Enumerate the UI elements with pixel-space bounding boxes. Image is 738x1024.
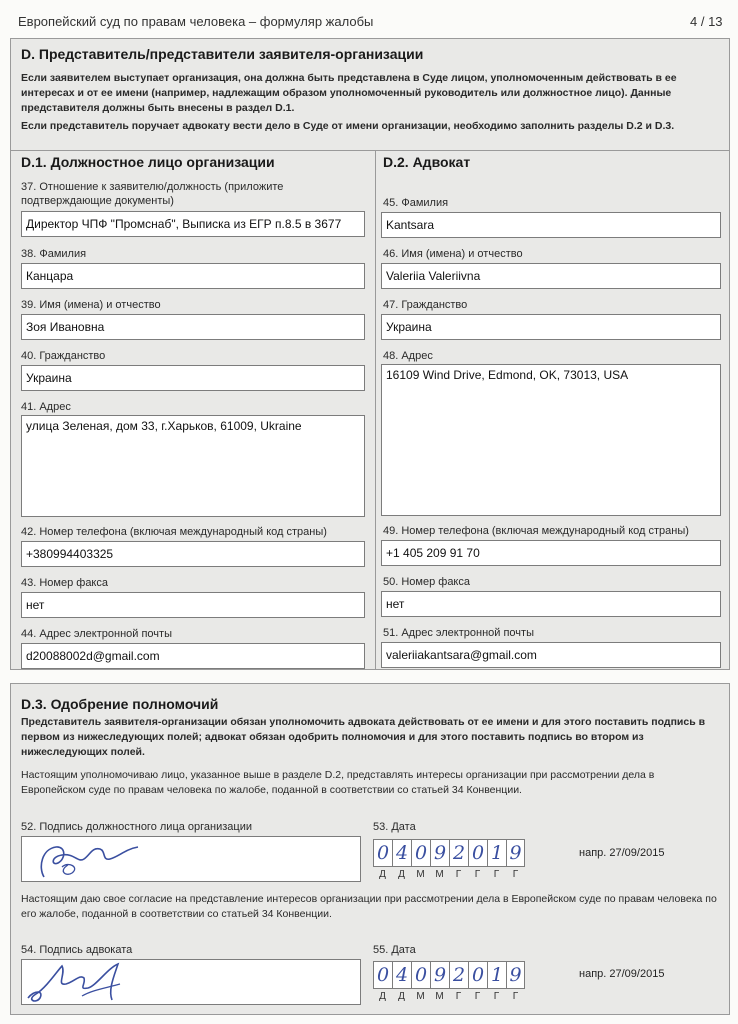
field-42-input[interactable]: +380994403325: [21, 541, 365, 567]
date-cell[interactable]: 1: [487, 961, 506, 989]
field-55-label: 55. Дата: [373, 944, 416, 956]
date-cell[interactable]: 2: [449, 961, 468, 989]
field-37-input[interactable]: Директор ЧПФ "Промснаб", Выписка из ЕГР п.8.5 в 3677: [21, 211, 365, 237]
field-49-label: 49. Номер телефона (включая международный код страны): [383, 525, 689, 537]
field-43-input[interactable]: нет: [21, 592, 365, 618]
field-39-label: 39. Имя (имена) и отчество: [21, 299, 161, 311]
date-letter: Г: [474, 869, 481, 880]
field-40-label: 40. Гражданство: [21, 350, 106, 362]
field-50-label: 50. Номер факса: [383, 576, 470, 588]
date-letter: Г: [474, 991, 481, 1002]
field-46-label: 46. Имя (имена) и отчество: [383, 248, 523, 260]
field-49-input[interactable]: +1 405 209 91 70: [381, 540, 721, 566]
field-48-input[interactable]: 16109 Wind Drive, Edmond, OK, 73013, USA: [381, 364, 721, 516]
date-letter: Г: [512, 991, 519, 1002]
section-d-intro-text-1: Если заявителем выступает организация, она должна быть представлена в Суде лицом, уполномоченным действовать в ее интересах и от ее имени (например, надлежащим образом уполномоченный руководитель или должностное лицо). Данные представителя должны быть внесены в раздел D.1.: [21, 72, 677, 114]
date-cell[interactable]: 0: [468, 839, 487, 867]
section-d-title: D. Представитель/представители заявителя-организации: [21, 46, 424, 62]
field-46-input[interactable]: Valeriia Valeriivna: [381, 263, 721, 289]
date-letter: Г: [493, 991, 500, 1002]
date-letter: Д: [379, 991, 386, 1002]
field-45-label: 45. Фамилия: [383, 197, 449, 209]
d3-title: D.3. Одобрение полномочий: [21, 696, 219, 712]
column-divider: [375, 150, 376, 669]
field-52-signature-box[interactable]: [21, 836, 361, 882]
date-cell[interactable]: 4: [392, 839, 411, 867]
lawyer-signature: [22, 960, 361, 1005]
field-50-input[interactable]: нет: [381, 591, 721, 617]
field-51-label: 51. Адрес электронной почты: [383, 627, 534, 639]
field-55-example: напр. 27/09/2015: [579, 968, 665, 980]
field-42-label: 42. Номер телефона (включая международный код страны): [21, 526, 327, 538]
section-d: [10, 38, 730, 670]
form-header-title: Европейский суд по правам человека – формуляр жалобы: [18, 14, 374, 29]
field-38-label: 38. Фамилия: [21, 248, 87, 260]
official-signature: [22, 837, 361, 882]
date-cell[interactable]: 1: [487, 839, 506, 867]
field-37-label: 37. Отношение к заявителю/должность (приложите подтверждающие документы): [21, 181, 284, 207]
date-cell[interactable]: 2: [449, 839, 468, 867]
date-letter: М: [416, 991, 425, 1002]
field-55-date-cells[interactable]: [373, 961, 525, 989]
date-cell[interactable]: 9: [506, 961, 525, 989]
field-53-date-cells[interactable]: [373, 839, 525, 867]
field-44-input[interactable]: d20088002d@gmail.com: [21, 643, 365, 669]
d2-title: D.2. Адвокат: [383, 154, 471, 170]
date-cell[interactable]: 0: [411, 839, 430, 867]
field-47-input[interactable]: Украина: [381, 314, 721, 340]
field-40-input[interactable]: Украина: [21, 365, 365, 391]
d3-authorize-text: Настоящим уполномочиваю лицо, указанное выше в разделе D.2, представлять интересы организации при рассмотрении дела в Европейском суде по правам человека по жалобе, поданной в соответствии со статьей 34 Конвенции.: [21, 769, 655, 796]
d3-intro: Представитель заявителя-организации обязан уполномочить адвоката действовать от ее имени и для этого поставить подпись в первом из нижеследующих полей; адвокат обязан одобрить полномочия и для этого поставить подпись во втором из нижеследующих полей.: [21, 716, 706, 758]
field-41-label: 41. Адрес: [21, 401, 71, 413]
date-letter: Д: [379, 869, 386, 880]
date-cell[interactable]: 9: [506, 839, 525, 867]
field-48-label: 48. Адрес: [383, 350, 433, 362]
section-d3: [10, 683, 730, 1015]
field-44-label: 44. Адрес электронной почты: [21, 628, 172, 640]
page-number: 4 / 13: [690, 14, 723, 29]
section-d-divider: [11, 150, 729, 151]
d3-consent-text: Настоящим даю свое согласие на представление интересов организации при рассмотрении дела в Европейском суде по правам человека по его жалобе, поданной в соответствии со статьей 34 Конвенции.: [21, 893, 717, 920]
field-53-label: 53. Дата: [373, 821, 416, 833]
date-letter: Д: [398, 869, 405, 880]
field-51-input[interactable]: valeriiakantsara@gmail.com: [381, 642, 721, 668]
date-letter: М: [435, 991, 444, 1002]
date-cell[interactable]: 0: [468, 961, 487, 989]
field-41-input[interactable]: улица Зеленая, дом 33, г.Харьков, 61009, Ukraine: [21, 415, 365, 517]
date-cell[interactable]: 4: [392, 961, 411, 989]
field-47-label: 47. Гражданство: [383, 299, 468, 311]
field-43-label: 43. Номер факса: [21, 577, 108, 589]
d1-title: D.1. Должностное лицо организации: [21, 154, 275, 170]
date-letter: Г: [512, 869, 519, 880]
field-53-date-format: [373, 869, 525, 880]
field-54-label: 54. Подпись адвоката: [21, 944, 133, 956]
date-letter: Д: [398, 991, 405, 1002]
field-54-signature-box[interactable]: [21, 959, 361, 1005]
date-cell[interactable]: 9: [430, 839, 449, 867]
section-d-intro-text-2: Если представитель поручает адвокату вести дело в Суде от имени организации, необходимо заполнить разделы D.2 и D.3.: [21, 120, 675, 132]
date-cell[interactable]: 9: [430, 961, 449, 989]
date-cell[interactable]: 0: [373, 961, 392, 989]
date-letter: М: [435, 869, 444, 880]
field-52-label: 52. Подпись должностного лица организации: [21, 821, 253, 833]
date-letter: Г: [455, 869, 462, 880]
date-cell[interactable]: 0: [373, 839, 392, 867]
date-letter: М: [416, 869, 425, 880]
field-45-input[interactable]: Kantsara: [381, 212, 721, 238]
date-cell[interactable]: 0: [411, 961, 430, 989]
section-d-intro: [21, 71, 721, 137]
field-55-date-format: [373, 991, 525, 1002]
date-letter: Г: [455, 991, 462, 1002]
date-letter: Г: [493, 869, 500, 880]
field-39-input[interactable]: Зоя Ивановна: [21, 314, 365, 340]
field-53-example: напр. 27/09/2015: [579, 847, 665, 859]
field-38-input[interactable]: Канцара: [21, 263, 365, 289]
